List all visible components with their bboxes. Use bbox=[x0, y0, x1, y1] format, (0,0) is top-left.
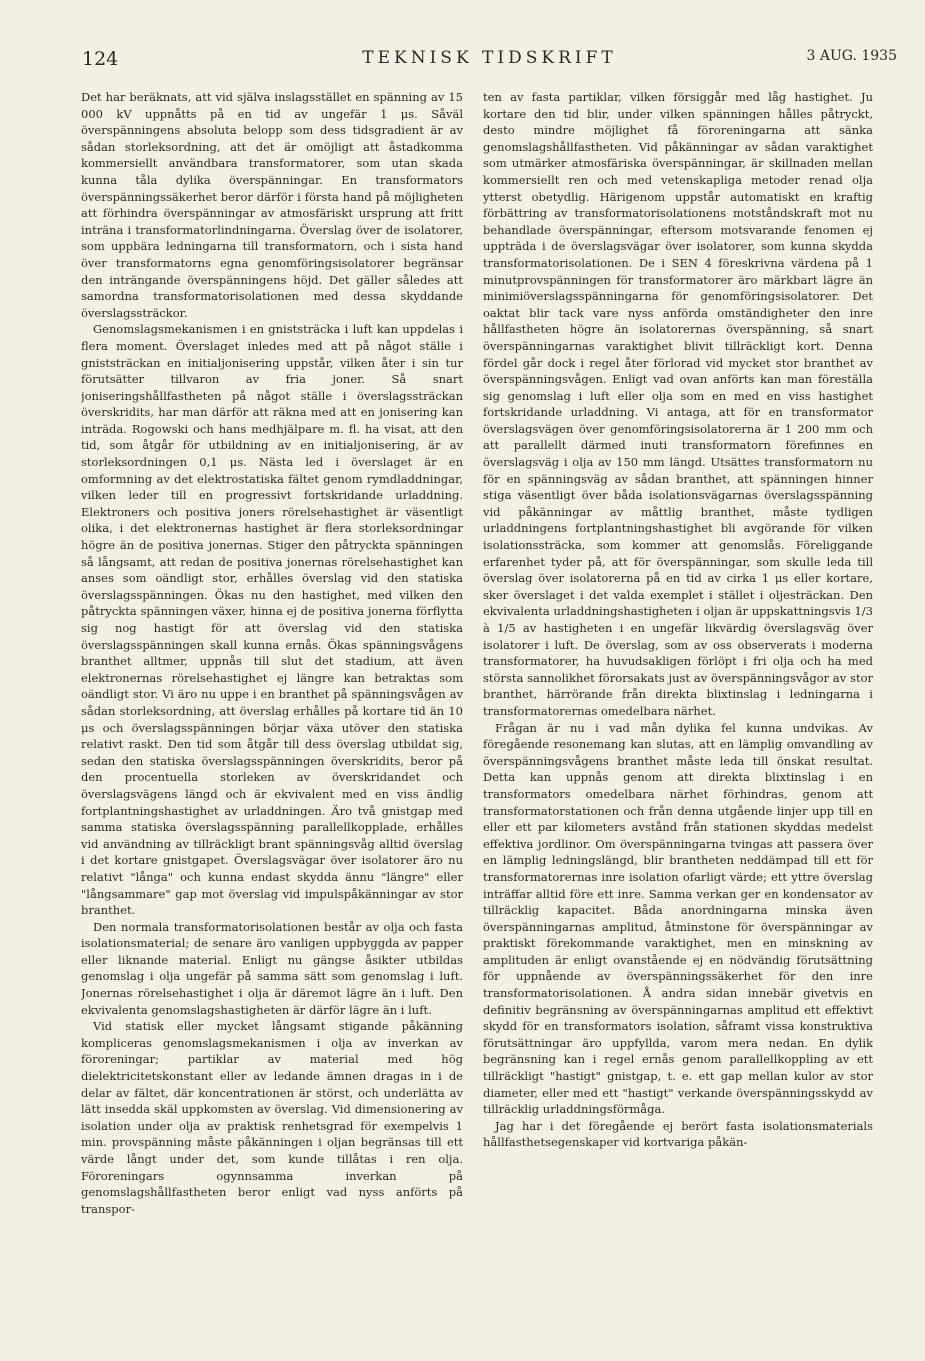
journal-title: TEKNISK TIDSKRIFT bbox=[362, 48, 617, 68]
paragraph: Frågan är nu i vad mån dylika fel kunna undvikas. Av föregående resonemang kan slutas, att en lämplig omvandling av överspänningsvågens branthet måste leda till önskat resultat. Detta kan uppnås genom att direkta blixtinslag i en transformators omedelbara närhet förhindras, genom att transformatorstationen och från denna utgående linjer upp till en eller ett par kilometers avstånd från stationen skyddas medelst effektiva jordlinor. Om överspänningarna tvingas att passera över en lämplig ledningslängd, blir brantheten neddämpad till ett för transformatorernas inre isolation ofarligt värde; ett yttre överslag inträffar alltid före ett inre. Samma verkan ger en kondensator av tillräcklig kapacitet. Båda anordningarna minska även överspänningarnas amplitud, åtminstone för överspänningar av praktiskt förekommande varaktighet, men en minskning av amplituden är enligt ovanstående ej en nödvändig förutsättning för uppnående av överspänningssäkerhet för den inre transformatorisolationen. Å andra sidan innebär givetvis en definitiv begränsning av överspänningarnas amplitud ett effektivt skydd för en transformators isolation, såframt vissa konstruktiva förutsättningar äro uppfyllda, varom mera nedan. En dylik begränsning kan i regel ernås genom parallellkoppling av ett tillräckligt "hastigt" gnistgap, t. e. ett gap mellan kulor av stor diameter, eller med ett "hastigt" verkande överspänningsskydd av tillräcklig urladdningsförmåga. bbox=[483, 720, 873, 1117]
paragraph: Vid statisk eller mycket långsamt stigande påkänning kompliceras genomslagsmekanismen i olja av inverkan av föroreningar; partiklar av material med hög dielektricitetskonstant eller av ledande ämnen dragas in i de delar av fältet, där koncentrationen är störst, och underlätta av lätt insedda skäl uppkomsten av överslag. Vid dimensionering av isolation under olja av praktisk renhetsgrad för exempelvis 1 min. provspänning måste påkänningen i oljan begränsas till ett värde långt under det, som kunde tillåtas i ren olja. Föroreningars ogynnsamma inverkan på genomslagshållfastheten beror enligt vad nyss anförts på transpor- bbox=[81, 1019, 463, 1216]
right-column bbox=[483, 89, 873, 1269]
issue-date: 3 AUG. 1935 bbox=[806, 48, 897, 64]
paragraph: Den normala transformatorisolationen består av olja och fasta isolationsmaterial; de senare äro vanligen uppbyggda av papper eller liknande material. Enligt nu gängse åsikter utbildas genomslag i olja ungefär på samma sätt som genomslag i luft. Jonernas rörelsehastighet i olja är däremot lägre än i luft. Den ekvivalenta genomslagshastigheten är därför lägre än i luft. bbox=[81, 919, 463, 1017]
paragraph: Genomslagsmekanismen i en gniststräcka i luft kan uppdelas i flera moment. Överslaget inledes med att på något ställe i gniststräckan en initialjonisering uppstår, vilken åter i sin tur förutsätter tillvaron av fria joner. Så snart joniseringshållfastheten på något ställe i överslagssträckan överskridits, har man därför att räkna med att en jonisering kan inträda. Rogowski och hans medhjälpare m. fl. ha visat, att den tid, som åtgår för utbildning av en initialjonisering, är av storleksordningen 0,1 μs. Nästa led i överslaget är en omformning av det elektrostatiska fältet genom rymdladdningar, vilken leder till en progressivt fortskridande urladdning. Elektroners och positiva joners rörelsehastighet är väsentligt olika, i det elektronernas hastighet är flera storleksordningar högre än de positiva jonernas. Stiger den påtryckta spänningen så långsamt, att redan de positiva jonernas rörelsehastighet kan anses som oändligt stor, erhålles överslag vid den statiska överslagsspänningen. Ökas nu den hastighet, med vilken den påtryckta spänningen växer, hinna ej de positiva jonerna förflytta sig nog hastigt för att överslag vid den statiska överslagsspänningen skall kunna ernås. Ökas spänningsvågens branthet alltmer, uppnås till slut det stadium, att även elektronernas rörelsehastighet ej längre kan betraktas som oändligt stor. Vi äro nu uppe i en branthet på spänningsvågen av sådan storleksordning, att överslag erhålles på kortare tid än 10 μs och överslagsspänningen börjar växa utöver den statiska relativt raskt. Den tid som åtgår till dess överslag utbildat sig, sedan den statiska överslagsspänningen överskridits, beror på den procentuella storleken av överskridandet och överslagsvägens längd och är ekvivalent med en viss ändlig fortplantningshastighet av urladdningen. Äro två gnistgap med samma statiska överslagsspänning parallellkopplade, erhålles vid användning av tillräckligt brant spänningsvåg alltid överslag i det kortare gnistgapet. Överslagsvägar över isolatorer äro nu relativt "långa" och kunna endast skydda ännu "längre" eller "långsammare" gap mot överslag vid impulspåkänningar av stor branthet. bbox=[81, 322, 463, 918]
page-number: 124 bbox=[82, 48, 119, 70]
paragraph: ten av fasta partiklar, vilken försiggår med låg hastighet. Ju kortare den tid blir, under vilken spänningen hålles påtryckt, desto mindre möjlighet få föroreningarna att sänka genomslagshållfastheten. Vid påkänningar av sådan varaktighet som utmärker atmosfäriska överspänningar, är skillnaden mellan kommersiellt ren och med vetenskapliga metoder renad olja ytterst obetydlig. Härigenom uppstår automatiskt en kraftig förbättring av transformatorisolationens motståndskraft mot nu behandlade överspänningar, eftersom motsvarande fenomen ej uppträda i de överslagsvägar över isolatorer, som kunna skydda transformatorisolationen. De i SEN 4 föreskrivna värdena på 1 minutprovspänningen för transformatorer äro märkbart lägre än minimiöverslagsspänningarna för genomföringsisolatorer. Det oaktat blir tack vare nyss anförda omständigheter den inre hållfastheten högre än isolatorernas överspänning, så snart överspänningarnas varaktighet blivit tillräckligt kort. Denna fördel går dock i regel åter förlorad vid mycket stor branthet av överspänningsvågen. Enligt vad ovan anförts kan man föreställa sig genomslag i luft eller olja som en med en viss hastighet fortskridande urladdning. Vi antaga, att för en transformator överslagsvägen över genomföringsisolatorerna är 1 200 mm och att parallellt därmed inuti transformatorn förefinnes en överslagsväg i olja av 150 mm längd. Utsättes transformatorn nu för en spänningsväg av sådan branthet, att spänningen hinner stiga väsentligt över båda isolationsvägarnas överslagsspänning vid påkänningar av måttlig branthet, måste tydligen urladdningens fortplantningshastighet bli avgörande för vilken isolationssträcka, som kommer att genomslås. Föreliggande erfarenhet tyder på, att för överspänningar, som skulle leda till överslag över isolatorerna på en tid av cirka 1 μs eller kortare, sker överslaget i det valda exemplet i stället i oljesträckan. Den ekvivalenta urladdningshastigheten i oljan är uppskattningsvis 1/3 à 1/5 av hastigheten i en ungefär likvärdig överslagsväg över isolatorer i luft. De överslag, som av oss observerats i moderna transformatorer, ha huvudsakligen förlöpt i fri olja och ha med största sannolikhet förorsakats just av överspänningsvågor av stor branthet, härrörande från direkta blixtinslag i ledningarna i transformatorernas omedelbara närhet. bbox=[483, 90, 873, 718]
running-header bbox=[82, 48, 897, 76]
paragraph: Det har beräknats, att vid själva inslagsstället en spänning av 15 000 kV uppnåtts på en tid av ungefär 1 μs. Såväl överspänningens absoluta belopp som dess tidsgradient är av sådan storleksordning, att det är omöjligt att åstadkomma kommersiellt användbara transformatorer, som utan skada kunna tåla dylika överspänningar. En transformators överspänningssäkerhet beror därför i första hand på möjligheten att förhindra överspänningar av atmosfäriskt ursprung att fritt inträna i transformatorlindningarna. Överslag över de isolatorer, som uppbära ledningarna till transformatorn, och i sista hand över transformatorns egna genomföringsisolatorer begränsar den inträngande överspänningens höjd. Det gäller således att samordna transformatorisolationen med dessa skyddande överslagssträckor. bbox=[81, 90, 463, 320]
left-column bbox=[81, 89, 463, 1269]
paragraph: Jag har i det föregående ej berört fasta isolationsmaterials hållfasthetsegenskaper vid kortvariga påkän- bbox=[483, 1118, 873, 1150]
